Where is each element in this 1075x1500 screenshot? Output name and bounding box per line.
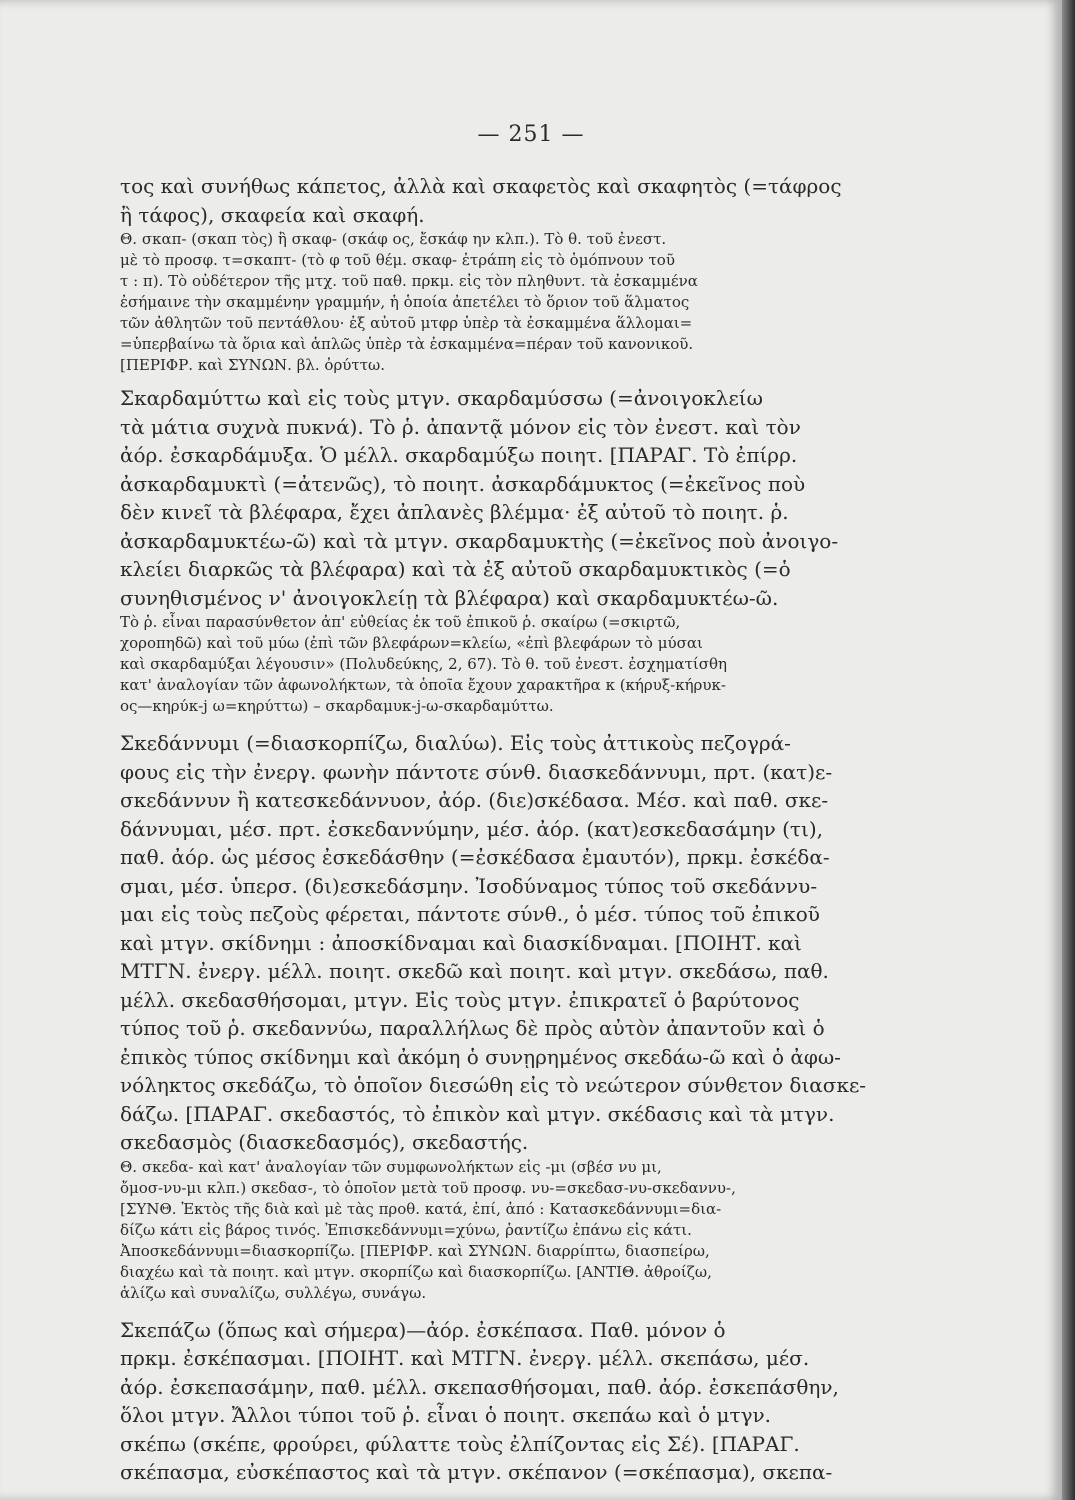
spacer bbox=[120, 376, 940, 384]
text-line: παθ. ἀόρ. ὡς μέσος ἐσκεδάσθην (=ἐσκέδασα ἐμαυτόν), πρκμ. ἐσκέδα- bbox=[120, 845, 830, 869]
text-line: δὲν κινεῖ τὰ βλέφαρα, ἔχει ἀπλανὲς βλέμμα· ἐξ αὐτοῦ τὸ ποιητ. ῥ. bbox=[120, 500, 789, 524]
etymology-line: ος—κηρύκ-j ω=κηρύττω) – σκαρδαμυκ-j-ω-σκαρδαμύττω. bbox=[120, 697, 554, 715]
text-line: ΜΤΓΝ. ἐνεργ. μέλλ. ποιητ. σκεδῶ καὶ ποιητ. καὶ μτγν. σκεδάσω, παθ. bbox=[120, 959, 829, 983]
etymology-line: [ΣΥΝΘ. Ἐκτὸς τῆς διὰ καὶ μὲ τὰς προθ. κατά, ἐπί, ἀπό : Κατασκεδάννυμι=δια- bbox=[120, 1199, 722, 1218]
text-line: καὶ μτγν. σκίδνημι : ἀποσκίδναμαι καὶ διασκίδναμαι. [ΠΟΙΗΤ. καὶ bbox=[120, 930, 802, 955]
page-edge bbox=[1062, 0, 1075, 1500]
etymology-line: ὄμοσ-νυ-μι κλπ.) σκεδασ-, τὸ ὁποῖον μετὰ τοῦ προσφ. νυ-=σκεδασ-νυ-σκεδαννυ-, bbox=[120, 1178, 736, 1197]
text-line: ἐπικὸς τύπος σκίδνημι καὶ ἀκόμη ὁ συνῃρημένος σκεδάω-ῶ καὶ ὁ ἀφω- bbox=[120, 1044, 841, 1069]
etymology-line: τῶν ἀθλητῶν τοῦ πεντάθλου· ἐξ αὐτοῦ μτφρ ὑπὲρ τὰ ἐσκαμμένα ἅλλομαι= bbox=[120, 314, 693, 332]
etymology-line: =ὑπερβαίνω τὰ ὅρια καὶ ἁπλῶς ὑπὲρ τὰ ἐσκαμμένα=πέραν τοῦ κανονικοῦ. bbox=[120, 335, 694, 353]
etymology-line: ἐσήμαινε τὴν σκαμμένην γραμμήν, ἡ ὁποία ἀπετέλει τὸ ὅριον τοῦ ἅλματος bbox=[120, 293, 690, 311]
text-line: ἀσκαρδαμυκτέω-ῶ) καὶ τὰ μτγν. σκαρδαμυκτὴς (=ἐκεῖνος ποὺ ἀνοιγο- bbox=[120, 528, 839, 553]
etymology-line: Ἀποσκεδάννυμι=διασκορπίζω. [ΠΕΡΙΦΡ. καὶ ΣΥΝΩΝ. διαρρίπτω, διασπείρω, bbox=[120, 1241, 710, 1260]
text-line: σμαι, μέσ. ὑπερσ. (δι)εσκεδάσμην. Ἰσοδύναμος τύπος τοῦ σκεδάννυ- bbox=[120, 873, 818, 898]
text-line: σκεδάννυν ἢ κατεσκεδάννυον, ἀόρ. (διε)σκέδασα. Μέσ. καὶ παθ. σκε- bbox=[120, 788, 829, 812]
etymology-line: χοροπηδῶ) καὶ τοῦ μύω (ἐπὶ τῶν βλεφάρων=κλείω, «ἐπὶ βλεφάρων τὸ μύσαι bbox=[120, 634, 703, 652]
etymology-line: ἁλίζω καὶ συναλίζω, συλλέγω, συνάγω. bbox=[120, 1283, 427, 1302]
etymology-line: [ΠΕΡΙΦΡ. καὶ ΣΥΝΩΝ. βλ. ὀρύττω. bbox=[120, 356, 385, 374]
text-line: τὰ μάτια συχνὰ πυκνά). Τὸ ῥ. ἀπαντᾷ μόνον εἰς τὸν ἐνεστ. καὶ τὸν bbox=[120, 414, 801, 439]
text-line: φους εἰς τὴν ἐνεργ. φωνὴν πάντοτε σύνθ. διασκεδάννυμι, πρτ. (κατ)ε- bbox=[120, 759, 833, 784]
text-line: σκεδασμὸς (διασκεδασμός), σκεδαστής. bbox=[120, 1130, 529, 1154]
etymology-line: καὶ σκαρδαμύξαι λέγουσιν» (Πολυδεύκης, 2, 67). Τὸ θ. τοῦ ἐνεστ. ἐσχηματίσθη bbox=[120, 655, 728, 673]
text-line: μέλλ. σκεδασθήσομαι, μτγν. Εἰς τοὺς μτγν. ἐπικρατεῖ ὁ βαρύτονος bbox=[120, 987, 800, 1012]
text-line: σκέπασμα, εὐσκέπαστος καὶ τὰ μτγν. σκέπανον (=σκέπασμα), σκεπα- bbox=[120, 1460, 833, 1484]
etymology-line: Θ. σκεδα- καὶ κατ' ἀναλογίαν τῶν συμφωνολήκτων εἰς -μι (σβέσ νυ μι, bbox=[120, 1157, 662, 1176]
text-line: Σκεδάννυμι (=διασκορπίζω, διαλύω). Εἰς τοὺς ἀττικοὺς πεζογρά- bbox=[120, 731, 791, 755]
etymology-line: Θ. σκαπ- (σκαπ τὸς) ἢ σκαφ- (σκάφ ος, ἔσκάφ ην κλπ.). Τὸ θ. τοῦ ἐνεστ. bbox=[120, 230, 667, 248]
etymology-line: δίζω κάτι εἰς βάρος τινός. Ἐπισκεδάννυμι=χύνω, ῥαντίζω ἐπάνω εἰς κάτι. bbox=[120, 1220, 692, 1239]
text-line: Σκεπάζω (ὅπως καὶ σήμερα)—ἀόρ. ἐσκέπασα. Παθ. μόνον ὁ bbox=[120, 1317, 726, 1342]
text-line: ἢ τάφος), σκαφεία καὶ σκαφή. bbox=[120, 202, 425, 227]
text-line: ἀόρ. ἐσκαρδάμυξα. Ὁ μέλλ. σκαρδαμύξω ποιητ. [ΠΑΡΑΓ. Τὸ ἐπίρρ. bbox=[120, 443, 798, 467]
spacer bbox=[120, 1304, 940, 1316]
etymology-line: Τὸ ῥ. εἶναι παρασύνθετον ἀπ' εὐθείας ἐκ τοῦ ἐπικοῦ ῥ. σκαίρω (=σκιρτῶ, bbox=[120, 613, 681, 631]
etymology-line: διαχέω καὶ τὰ ποιητ. καὶ μτγν. σκορπίζω καὶ διασκορπίζω. [ΑΝΤΙΘ. ἀθροίζω, bbox=[120, 1262, 712, 1281]
text-line: πρκμ. ἐσκέπασμαι. [ΠΟΙΗΤ. καὶ ΜΤΓΝ. ἐνεργ. μέλλ. σκεπάσω, μέσ. bbox=[120, 1346, 810, 1370]
text-line: ἀόρ. ἐσκεπασάμην, παθ. μέλλ. σκεπασθήσομαι, παθ. ἀόρ. ἐσκεπάσθην, bbox=[120, 1374, 839, 1399]
text-line: μαι εἰς τοὺς πεζοὺς φέρεται, πάντοτε σύνθ., ὁ μέσ. τύπος τοῦ ἐπικοῦ bbox=[120, 902, 820, 926]
etymology-line: κατ' ἀναλογίαν τῶν ἀφωνολήκτων, τὰ ὁποῖα ἔχουν χαρακτῆρα κ (κήρυξ-κήρυκ- bbox=[120, 676, 726, 694]
etymology-line: τ : π). Τὸ οὐδέτερον τῆς μτχ. τοῦ παθ. πρκμ. εἰς τὸν πληθυντ. τὰ ἐσκαμμένα bbox=[120, 272, 698, 290]
text-line: νόληκτος σκεδάζω, τὸ ὁποῖον διεσώθη εἰς τὸ νεώτερον σύνθετον διασκε- bbox=[120, 1073, 867, 1097]
text-line: δάζω. [ΠΑΡΑΓ. σκεδαστός, τὸ ἐπικὸν καὶ μτγν. σκέδασις καὶ τὰ μτγν. bbox=[120, 1101, 835, 1126]
etymology-line: μὲ τὸ προσφ. τ=σκαπτ- (τὸ φ τοῦ θέμ. σκαφ- ἐτράπη εἰς τὸ ὁμόπνουν τοῦ bbox=[120, 251, 675, 269]
text-line: σκέπω (σκέπε, φρούρει, φύλαττε τοὺς ἐλπίζοντας εἰς Σέ). [ΠΑΡΑΓ. bbox=[120, 1431, 800, 1456]
text-line: συνηθισμένος ν' ἀνοιγοκλείῃ τὰ βλέφαρα) καὶ σκαρδαμυκτέω-ῶ. bbox=[120, 585, 779, 610]
text-line: κλείει διαρκῶς τὰ βλέφαρα) καὶ τὰ ἐξ αὐτοῦ σκαρδαμυκτικὸς (=ὁ bbox=[120, 557, 791, 581]
text-line: δάννυμαι, μέσ. πρτ. ἐσκεδαννύμην, μέσ. ἀόρ. (κατ)εσκεδασάμην (τι), bbox=[120, 816, 823, 841]
text-line: τύπος τοῦ ῥ. σκεδαννύω, παραλλήλως δὲ πρὸς αὐτὸν ἀπαντοῦν καὶ ὁ bbox=[120, 1016, 825, 1040]
text-line: Σκαρδαμύττω καὶ εἰς τοὺς μτγν. σκαρδαμύσσω (=ἀνοιγοκλείω bbox=[120, 386, 763, 410]
text-line: ὅλοι μτγν. Ἄλλοι τύποι τοῦ ῥ. εἶναι ὁ ποιητ. σκεπάω καὶ ὁ μτγν. bbox=[120, 1403, 772, 1427]
page-number: — 251 — bbox=[477, 122, 585, 147]
page-text bbox=[120, 172, 940, 1487]
text-line: ἀσκαρδαμυκτὶ (=ἀτενῶς), τὸ ποιητ. ἀσκαρδάμυκτος (=ἐκεῖνος ποὺ bbox=[120, 471, 806, 496]
spacer bbox=[120, 717, 940, 729]
text-line: τος καὶ συνήθως κάπετος, ἀλλὰ καὶ σκαφετὸς καὶ σκαφητὸς (=τάφρος bbox=[120, 174, 842, 198]
